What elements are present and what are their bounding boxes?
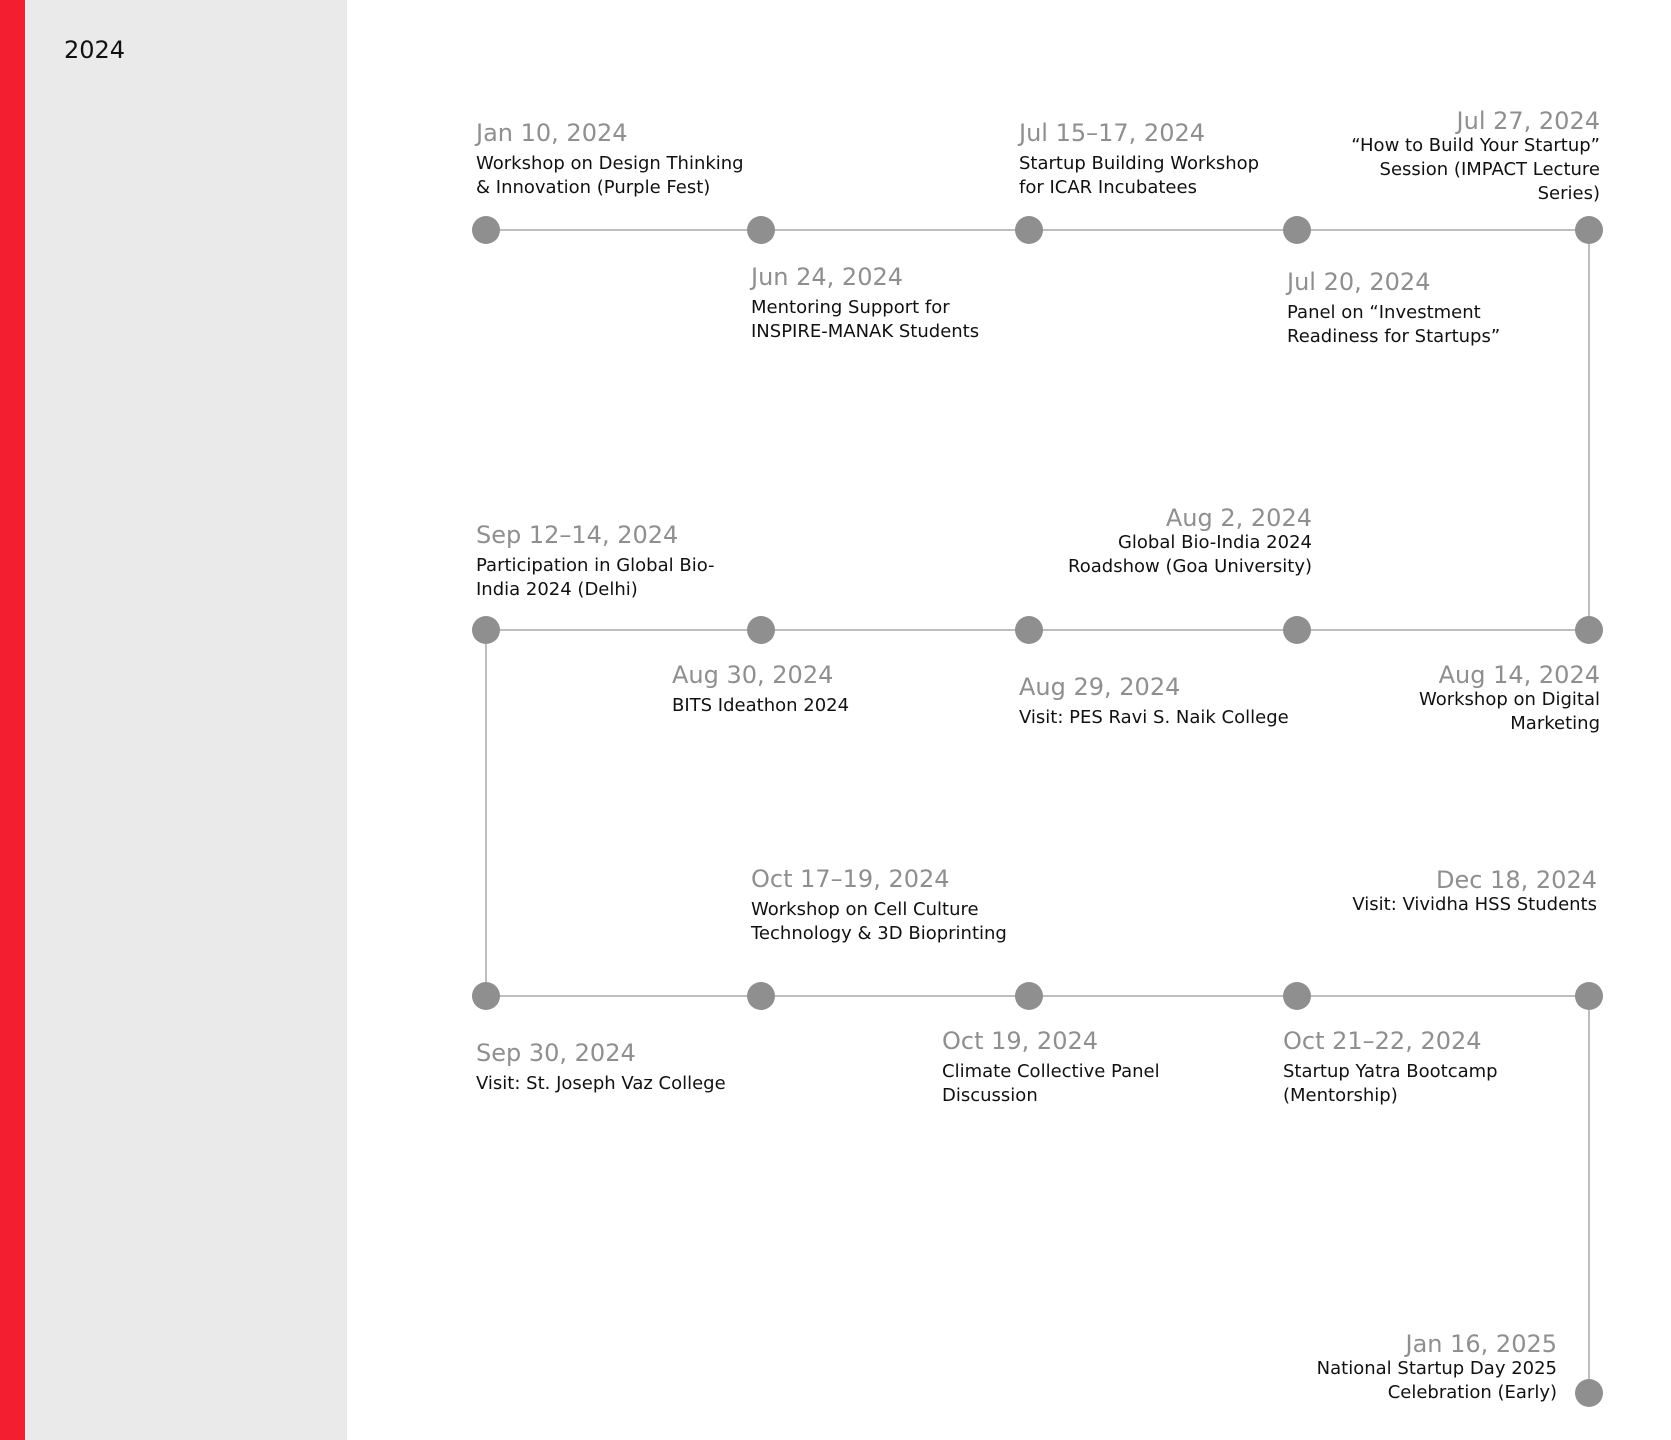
event-sep-12 — [476, 520, 746, 602]
event-date: Jun 24, 2024 — [751, 263, 904, 291]
event-date: Sep 12–14, 2024 — [476, 521, 679, 549]
event-aug-29 — [1019, 672, 1289, 730]
event-date: Jan 10, 2024 — [476, 119, 628, 147]
event-title: “How to Build Your Startup” Session (IMPACT Lecture Series) — [1351, 135, 1600, 204]
event-sep-30 — [476, 1038, 746, 1096]
node-sep-30 — [472, 982, 500, 1010]
event-title: Panel on “Investment Readiness for Startups” — [1287, 302, 1501, 347]
event-date: Dec 18, 2024 — [1436, 866, 1597, 894]
event-jan-10 — [476, 118, 746, 200]
event-title: Workshop on Digital Marketing — [1418, 689, 1600, 734]
event-title: BITS Ideathon 2024 — [672, 695, 850, 716]
node-oct-17 — [747, 982, 775, 1010]
event-title: Global Bio-India 2024 Roadshow (Goa University) — [1068, 532, 1312, 577]
event-date: Oct 19, 2024 — [942, 1027, 1098, 1055]
event-title: Mentoring Support for INSPIRE-MANAK Students — [751, 297, 980, 342]
node-jul-15 — [1015, 216, 1043, 244]
node-dec-18 — [1575, 982, 1603, 1010]
node-aug-14 — [1575, 616, 1603, 644]
node-jul-20 — [1283, 216, 1311, 244]
event-title: Startup Building Workshop for ICAR Incubatees — [1019, 153, 1260, 198]
node-sep-12 — [472, 616, 500, 644]
node-aug-29 — [1015, 616, 1043, 644]
event-date: Oct 17–19, 2024 — [751, 865, 950, 893]
event-aug-2 — [1042, 503, 1312, 579]
event-date: Aug 14, 2024 — [1438, 661, 1600, 689]
event-date: Jul 20, 2024 — [1287, 268, 1431, 296]
node-jan-16 — [1575, 1379, 1603, 1407]
event-oct-19 — [942, 1026, 1212, 1108]
event-title: Climate Collective Panel Discussion — [942, 1061, 1160, 1106]
node-oct-21 — [1283, 982, 1311, 1010]
event-date: Jul 15–17, 2024 — [1019, 119, 1205, 147]
event-title: Participation in Global Bio-India 2024 (Delhi) — [476, 555, 715, 600]
node-jun-24 — [747, 216, 775, 244]
event-jul-15 — [1019, 118, 1289, 200]
event-jul-27 — [1330, 106, 1600, 206]
event-title: Startup Yatra Bootcamp (Mentorship) — [1283, 1061, 1498, 1106]
event-jul-20 — [1287, 267, 1557, 349]
timeline-connectors — [486, 230, 1589, 1393]
event-date: Aug 30, 2024 — [672, 661, 834, 689]
event-oct-21 — [1283, 1026, 1553, 1108]
event-jun-24 — [751, 262, 1021, 344]
node-oct-19 — [1015, 982, 1043, 1010]
event-date: Jan 16, 2025 — [1405, 1330, 1557, 1358]
event-aug-30 — [672, 660, 942, 718]
event-title: Workshop on Design Thinking & Innovation (Purple Fest) — [476, 153, 744, 198]
event-date: Oct 21–22, 2024 — [1283, 1027, 1482, 1055]
event-title: Workshop on Cell Culture Technology & 3D Bioprinting — [751, 899, 1007, 944]
event-aug-14 — [1330, 660, 1600, 736]
node-aug-2 — [1283, 616, 1311, 644]
node-aug-30 — [747, 616, 775, 644]
event-title: Visit: Vividha HSS Students — [1352, 894, 1597, 915]
event-dec-18 — [1327, 865, 1597, 917]
event-jan-16 — [1287, 1329, 1557, 1405]
node-jul-27 — [1575, 216, 1603, 244]
event-date: Aug 29, 2024 — [1019, 673, 1181, 701]
event-title: National Startup Day 2025 Celebration (Early) — [1316, 1358, 1557, 1403]
event-date: Aug 2, 2024 — [1165, 504, 1312, 532]
node-jan-10 — [472, 216, 500, 244]
year-label: 2024 — [64, 36, 126, 64]
event-title: Visit: PES Ravi S. Naik College — [1019, 707, 1289, 728]
event-title: Visit: St. Joseph Vaz College — [476, 1073, 726, 1094]
timeline-nodes — [472, 216, 1603, 1407]
event-date: Jul 27, 2024 — [1456, 107, 1600, 135]
event-oct-17 — [751, 864, 1021, 946]
event-date: Sep 30, 2024 — [476, 1039, 636, 1067]
